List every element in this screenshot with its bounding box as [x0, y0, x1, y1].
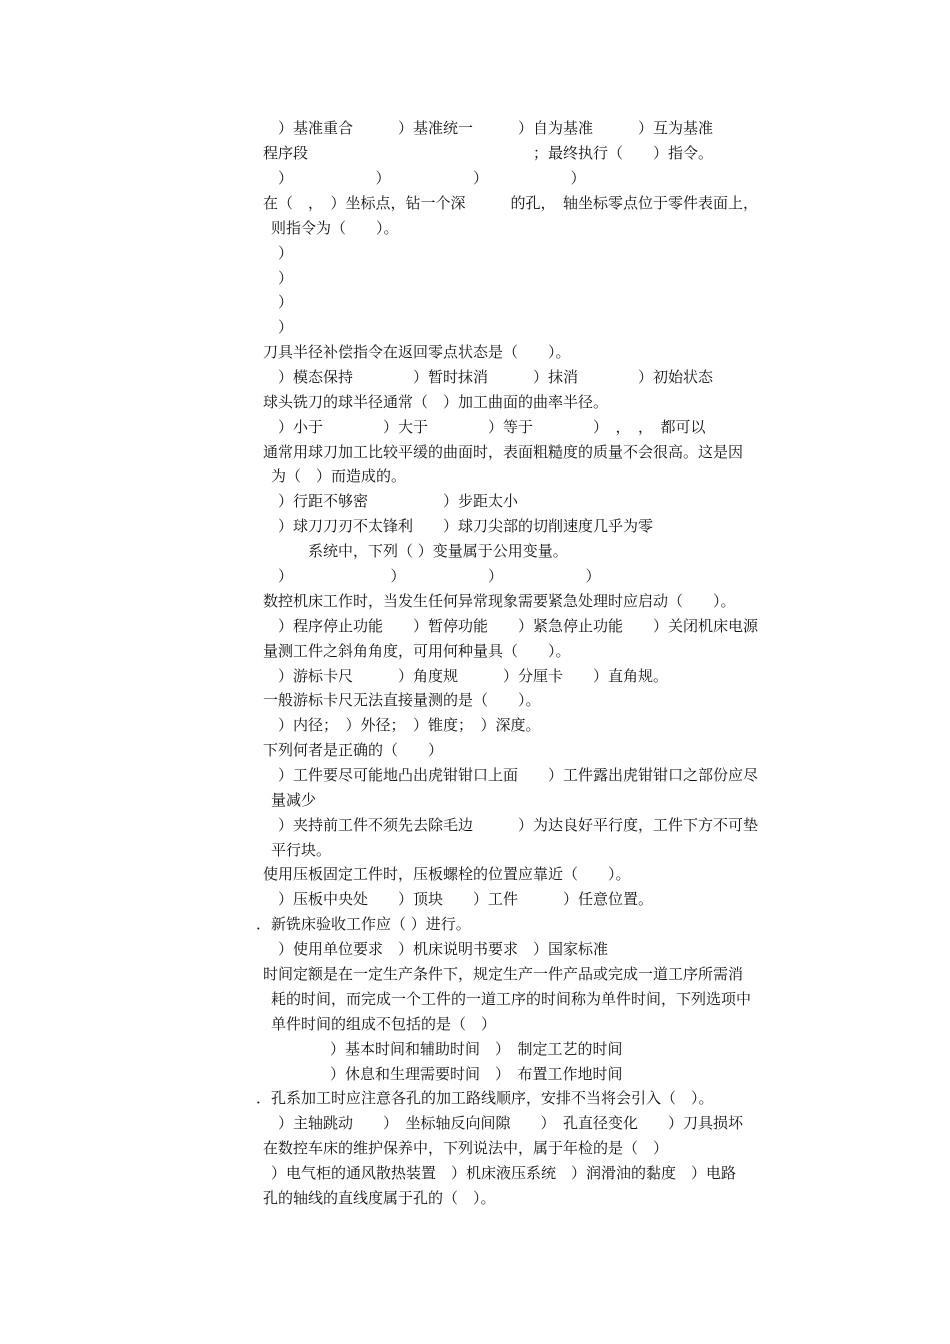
options-line: ）基准重合 ）基准统一 ）自为基准 ）互为基准 — [278, 119, 714, 137]
options-line: ） ） ） ） — [278, 169, 586, 187]
options-line: ） — [278, 244, 294, 262]
options-line: ）模态保持 ）暂时抹消 ）抹消 ）初始状态 — [278, 368, 714, 386]
question-line: 为（ ）而造成的。 — [271, 467, 407, 485]
question-line: 系统中，下列（ ）变量属于公用变量。 — [308, 542, 568, 560]
options-line: ） — [278, 318, 294, 336]
question-line: 下列何者是正确的（ ） — [263, 741, 444, 759]
options-line: 平行块。 — [271, 841, 332, 859]
question-line: ．新铣床验收工作应（ ）进行。 — [256, 915, 471, 933]
options-line: ）主轴跳动 ） 坐标轴反向间隙 ） 孔直径变化 ）刀具损坏 — [278, 1114, 744, 1132]
question-line: 一般游标卡尺无法直接量测的是（ ）。 — [263, 691, 541, 709]
options-line: ）使用单位要求 ）机床说明书要求 ）国家标准 — [278, 940, 609, 958]
question-line: 耗的时间，而完成一个工件的一道工序的时间称为单件时间，下列选项中 — [271, 990, 752, 1008]
question-line: 量测工件之斜角角度，可用何种量具（ ）。 — [263, 642, 571, 660]
options-line: ） — [278, 269, 294, 287]
options-line: ）小于 ）大于 ）等于 ） ， ， 都可以 — [278, 418, 706, 436]
question-line: 单件时间的组成不包括的是（ ） — [271, 1015, 497, 1033]
options-line: ） ） ） ） — [278, 567, 601, 585]
question-line: 在（ ， ）坐标点，钻一个深 的孔， 轴坐标零点位于零件表面上， — [263, 194, 759, 212]
options-line: ）休息和生理需要时间 ） 布置工作地时间 — [330, 1065, 623, 1083]
options-line: ）游标卡尺 ）角度规 ）分厘卡 ）直角规。 — [278, 667, 669, 685]
options-line: ）夹持前工件不须先去除毛边 ）为达良好平行度，工件下方不可垫 — [278, 816, 759, 834]
question-line: 则指令为（ ）。 — [271, 219, 399, 237]
options-line: ）基本时间和辅助时间 ） 制定工艺的时间 — [330, 1040, 623, 1058]
question-line: 球头铣刀的球半径通常（ ）加工曲面的曲率半径。 — [263, 393, 609, 411]
question-line: 时间定额是在一定生产条件下，规定生产一件产品或完成一道工序所需消 — [263, 965, 744, 983]
question-line: 刀具半径补偿指令在返回零点状态是（ ）。 — [263, 343, 571, 361]
options-line: ）工件要尽可能地凸出虎钳钳口上面 ）工件露出虎钳钳口之部份应尽 — [278, 766, 759, 784]
options-line: ）电气柜的通风散热装置 ）机床液压系统 ）润滑油的黏度 ）电路 — [271, 1164, 737, 1182]
question-line: 孔的轴线的直线度属于孔的（ ）。 — [263, 1189, 496, 1207]
options-line: ）压板中央处 ）顶块 ）工件 ）任意位置。 — [278, 890, 654, 908]
question-line: 数控机床工作时，当发生任何异常现象需要紧急处理时应启动（ ）。 — [263, 592, 736, 610]
options-line: ）球刀刀刃不太锋利 ）球刀尖部的切削速度几乎为零 — [278, 517, 654, 535]
question-line: 程序段 ；最终执行（ ）指令。 — [263, 144, 714, 162]
options-line: 量减少 — [271, 791, 317, 809]
question-line: 通常用球刀加工比较平缓的曲面时，表面粗糙度的质量不会很高。这是因 — [263, 443, 744, 461]
options-line: ）行距不够密 ）步距太小 — [278, 492, 519, 510]
options-line: ） — [278, 293, 294, 311]
question-line: 使用压板固定工件时，压板螺栓的位置应靠近（ ）。 — [263, 865, 631, 883]
question-line: 在数控车床的维护保养中，下列说法中，属于年检的是（ ） — [263, 1139, 669, 1157]
options-line: ）内径； ）外径； ）锥度； ）深度。 — [278, 716, 541, 734]
question-line: ．孔系加工时应注意各孔的加工路线顺序，安排不当将会引入（ ）。 — [256, 1089, 714, 1107]
options-line: ）程序停止功能 ）暂停功能 ）紧急停止功能 ）关闭机床电源 — [278, 617, 759, 635]
